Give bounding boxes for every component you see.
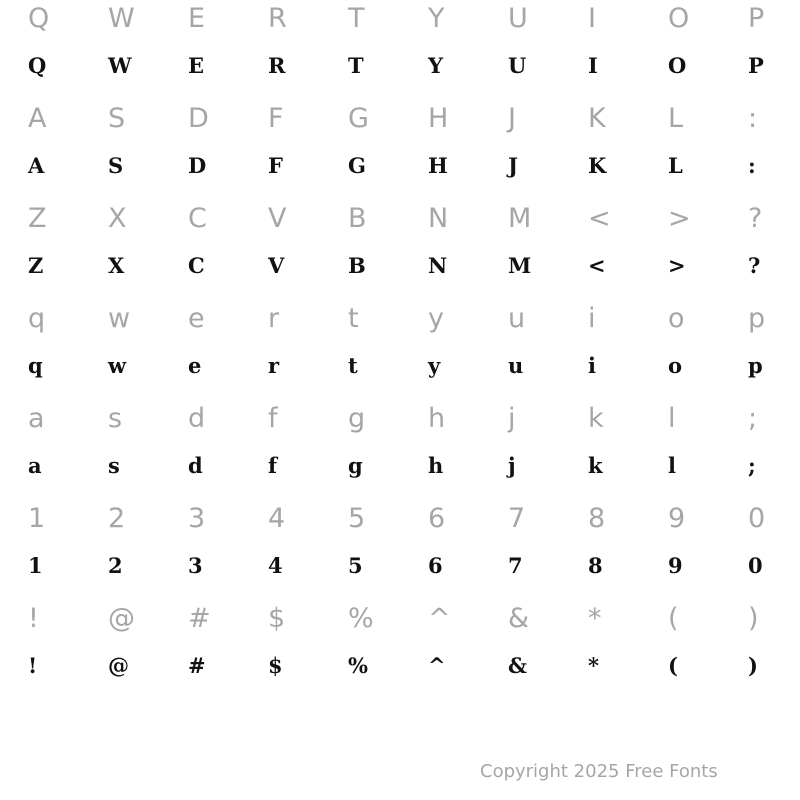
reference-glyph: ^ [428, 603, 451, 634]
glyph-cell [260, 600, 340, 700]
sample-glyph: O [668, 53, 687, 78]
reference-glyph: R [268, 3, 287, 34]
glyph-cell [500, 0, 580, 100]
reference-glyph: M [508, 203, 532, 234]
sample-glyph: J [508, 153, 518, 178]
sample-glyph: 8 [588, 553, 603, 578]
sample-glyph: R [268, 53, 286, 78]
sample-glyph: r [268, 353, 280, 378]
reference-glyph: S [108, 103, 126, 134]
glyph-cell [420, 300, 500, 400]
sample-glyph: < [588, 253, 606, 278]
reference-glyph: Q [28, 3, 50, 34]
sample-glyph: f [268, 453, 278, 478]
glyph-cell [740, 400, 800, 500]
glyph-cell [660, 300, 740, 400]
sample-glyph: U [508, 53, 527, 78]
reference-glyph: T [348, 3, 365, 34]
sample-glyph: s [108, 453, 120, 478]
reference-glyph: O [668, 3, 690, 34]
sample-glyph: a [28, 453, 42, 478]
reference-glyph: ( [668, 603, 679, 634]
glyph-cell [180, 0, 260, 100]
reference-glyph: 1 [28, 503, 46, 534]
reference-glyph: G [348, 103, 369, 134]
glyph-cell [20, 100, 100, 200]
sample-glyph: ( [668, 653, 678, 678]
sample-glyph: 5 [348, 553, 363, 578]
reference-glyph: d [188, 403, 206, 434]
reference-glyph: ; [748, 403, 758, 434]
reference-glyph: Z [28, 203, 47, 234]
glyph-cell [260, 0, 340, 100]
glyph-cell [100, 600, 180, 700]
reference-glyph: Y [428, 3, 445, 34]
sample-glyph: q [28, 353, 43, 378]
reference-glyph: D [188, 103, 209, 134]
glyph-cell [180, 100, 260, 200]
sample-glyph: 3 [188, 553, 203, 578]
glyph-cell [580, 100, 660, 200]
reference-glyph: C [188, 203, 207, 234]
sample-glyph: G [348, 153, 366, 178]
sample-glyph: t [348, 353, 358, 378]
reference-glyph: K [588, 103, 606, 134]
reference-glyph: < [588, 203, 611, 234]
reference-glyph: A [28, 103, 47, 134]
glyph-cell [20, 500, 100, 600]
sample-glyph: 9 [668, 553, 683, 578]
reference-glyph: 0 [748, 503, 766, 534]
sample-glyph: F [268, 153, 283, 178]
glyph-cell [340, 600, 420, 700]
glyph-cell [340, 400, 420, 500]
sample-glyph: g [348, 453, 363, 478]
reference-glyph: : [748, 103, 758, 134]
sample-glyph: E [188, 53, 205, 78]
glyph-cell [500, 300, 580, 400]
sample-glyph: i [588, 353, 596, 378]
reference-glyph: w [108, 303, 131, 334]
sample-glyph: I [588, 53, 598, 78]
sample-glyph: X [108, 253, 125, 278]
glyph-cell [100, 500, 180, 600]
reference-glyph: o [668, 303, 685, 334]
reference-glyph: H [428, 103, 449, 134]
sample-glyph: y [428, 353, 441, 378]
glyph-cell [580, 200, 660, 300]
glyph-cell [660, 400, 740, 500]
sample-glyph: h [428, 453, 444, 478]
reference-glyph: # [188, 603, 211, 634]
glyph-cell [740, 200, 800, 300]
glyph-cell [660, 200, 740, 300]
reference-glyph: i [588, 303, 596, 334]
glyph-cell [340, 0, 420, 100]
glyph-cell [580, 500, 660, 600]
reference-glyph: p [748, 303, 766, 334]
sample-glyph: M [508, 253, 532, 278]
reference-glyph: @ [108, 603, 135, 634]
sample-glyph: P [748, 53, 764, 78]
sample-glyph: ? [748, 253, 761, 278]
glyph-cell [100, 300, 180, 400]
sample-glyph: A [28, 153, 45, 178]
glyph-cell [580, 300, 660, 400]
sample-glyph: e [188, 353, 202, 378]
glyph-cell [180, 600, 260, 700]
reference-glyph: & [508, 603, 530, 634]
sample-glyph: 1 [28, 553, 43, 578]
reference-glyph: 5 [348, 503, 366, 534]
reference-glyph: > [668, 203, 691, 234]
reference-glyph: % [348, 603, 374, 634]
glyph-cell [20, 300, 100, 400]
reference-glyph: ? [748, 203, 763, 234]
glyph-cell [20, 600, 100, 700]
glyph-row-uppercase-qwerty [20, 0, 800, 100]
sample-glyph: > [668, 253, 686, 278]
glyph-cell [340, 300, 420, 400]
reference-glyph: L [668, 103, 684, 134]
sample-glyph: d [188, 453, 203, 478]
sample-glyph: 2 [108, 553, 123, 578]
reference-glyph: j [508, 403, 516, 434]
glyph-cell [180, 500, 260, 600]
reference-glyph: 6 [428, 503, 446, 534]
glyph-cell [20, 400, 100, 500]
reference-glyph: J [508, 103, 516, 134]
glyph-row-symbols [20, 600, 800, 700]
glyph-cell [500, 200, 580, 300]
sample-glyph: p [748, 353, 763, 378]
glyph-cell [340, 500, 420, 600]
glyph-cell [740, 300, 800, 400]
glyph-cell [340, 100, 420, 200]
glyph-cell [100, 100, 180, 200]
sample-glyph: % [348, 653, 368, 678]
reference-glyph: g [348, 403, 366, 434]
glyph-row-uppercase-zxcv [20, 200, 800, 300]
reference-glyph: s [108, 403, 123, 434]
sample-glyph: D [188, 153, 207, 178]
glyph-cell [260, 300, 340, 400]
glyph-cell [740, 100, 800, 200]
sample-glyph: ; [748, 453, 756, 478]
sample-glyph: o [668, 353, 683, 378]
glyph-row-lowercase-asdf [20, 400, 800, 500]
reference-glyph: q [28, 303, 46, 334]
sample-glyph: k [588, 453, 603, 478]
sample-glyph: w [108, 353, 127, 378]
sample-glyph: Q [28, 53, 47, 78]
reference-glyph: y [428, 303, 444, 334]
glyph-cell [100, 0, 180, 100]
glyph-cell [660, 600, 740, 700]
glyph-cell [580, 400, 660, 500]
reference-glyph: 7 [508, 503, 526, 534]
sample-glyph: W [108, 53, 132, 78]
reference-glyph: k [588, 403, 604, 434]
sample-glyph: N [428, 253, 448, 278]
glyph-cell [260, 200, 340, 300]
sample-glyph: : [748, 153, 756, 178]
sample-glyph: * [588, 653, 599, 678]
glyph-cell [580, 0, 660, 100]
reference-glyph: U [508, 3, 528, 34]
reference-glyph: 3 [188, 503, 206, 534]
sample-glyph: Z [28, 253, 44, 278]
glyph-cell [580, 600, 660, 700]
reference-glyph: 8 [588, 503, 606, 534]
glyph-cell [420, 100, 500, 200]
sample-glyph: j [508, 453, 516, 478]
glyph-row-digits [20, 500, 800, 600]
sample-glyph: u [508, 353, 524, 378]
glyph-cell [100, 400, 180, 500]
reference-glyph: 9 [668, 503, 686, 534]
glyph-cell [500, 100, 580, 200]
glyph-cell [500, 400, 580, 500]
sample-glyph: L [668, 153, 683, 178]
reference-glyph: X [108, 203, 127, 234]
glyph-cell [100, 200, 180, 300]
sample-glyph: @ [108, 653, 129, 678]
glyph-cell [180, 400, 260, 500]
sample-glyph: 7 [508, 553, 523, 578]
reference-glyph: E [188, 3, 206, 34]
sample-glyph: B [348, 253, 366, 278]
reference-glyph: ) [748, 603, 759, 634]
glyph-cell [660, 500, 740, 600]
sample-glyph: 6 [428, 553, 443, 578]
reference-glyph: f [268, 403, 278, 434]
sample-glyph: 0 [748, 553, 763, 578]
reference-glyph: a [28, 403, 45, 434]
reference-glyph: t [348, 303, 359, 334]
reference-glyph: N [428, 203, 449, 234]
sample-glyph: # [188, 653, 206, 678]
glyph-cell [420, 600, 500, 700]
reference-glyph: h [428, 403, 446, 434]
reference-glyph: F [268, 103, 284, 134]
glyph-cell [420, 400, 500, 500]
reference-glyph: $ [268, 603, 286, 634]
glyph-cell [660, 0, 740, 100]
reference-glyph: 4 [268, 503, 286, 534]
glyph-cell [740, 0, 800, 100]
reference-glyph: P [748, 3, 765, 34]
sample-glyph: 4 [268, 553, 283, 578]
reference-glyph: * [588, 603, 602, 634]
reference-glyph: B [348, 203, 367, 234]
sample-glyph: $ [268, 653, 283, 678]
glyph-cell [260, 500, 340, 600]
sample-glyph: ^ [428, 653, 446, 678]
glyph-cell [420, 0, 500, 100]
reference-glyph: e [188, 303, 205, 334]
sample-glyph: Y [428, 53, 443, 78]
reference-glyph: l [668, 403, 676, 434]
glyph-cell [180, 300, 260, 400]
glyph-cell [260, 400, 340, 500]
reference-glyph: I [588, 3, 596, 34]
sample-glyph: T [348, 53, 364, 78]
glyph-grid [20, 0, 800, 700]
glyph-cell [660, 100, 740, 200]
glyph-cell [20, 200, 100, 300]
reference-glyph: r [268, 303, 280, 334]
copyright-text: Copyright 2025 Free Fonts [480, 761, 718, 782]
sample-glyph: V [268, 253, 285, 278]
glyph-cell [260, 100, 340, 200]
glyph-cell [740, 600, 800, 700]
reference-glyph: ! [28, 603, 39, 634]
glyph-cell [500, 500, 580, 600]
sample-glyph: H [428, 153, 448, 178]
sample-glyph: l [668, 453, 676, 478]
sample-glyph: S [108, 153, 124, 178]
glyph-cell [180, 200, 260, 300]
sample-glyph: ! [28, 653, 38, 678]
reference-glyph: 2 [108, 503, 126, 534]
glyph-cell [740, 500, 800, 600]
glyph-cell [20, 0, 100, 100]
sample-glyph: ) [748, 653, 758, 678]
reference-glyph: V [268, 203, 287, 234]
glyph-cell [340, 200, 420, 300]
sample-glyph: K [588, 153, 607, 178]
glyph-row-lowercase-qwerty [20, 300, 800, 400]
reference-glyph: W [108, 3, 135, 34]
glyph-cell [420, 500, 500, 600]
glyph-cell [500, 600, 580, 700]
reference-glyph: u [508, 303, 526, 334]
glyph-cell [420, 200, 500, 300]
sample-glyph: C [188, 253, 205, 278]
sample-glyph: & [508, 653, 527, 678]
glyph-row-uppercase-asdf [20, 100, 800, 200]
